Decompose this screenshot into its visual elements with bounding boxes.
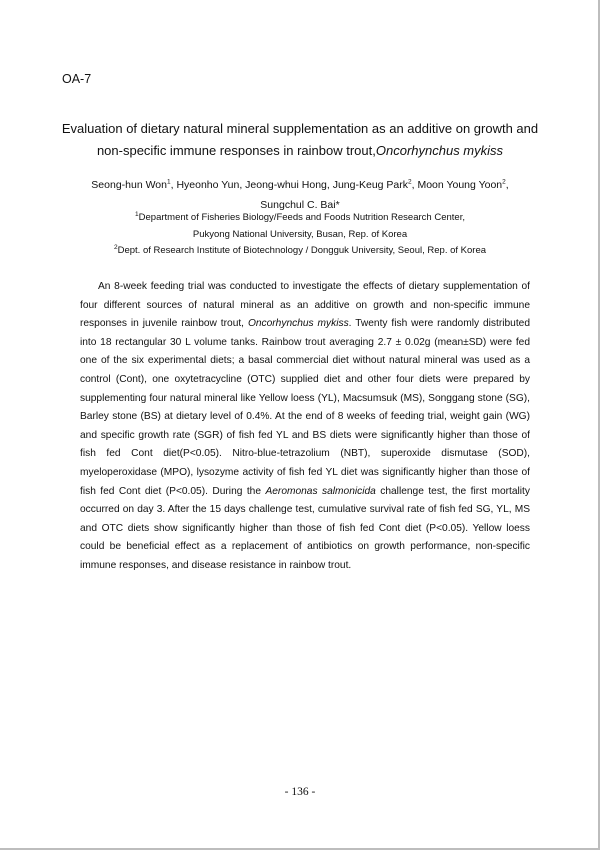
author-affiliation-mark: 2 (502, 178, 506, 186)
abstract-pathogen: Aeromonas salmonicida (265, 485, 376, 497)
affiliation-1-line-2: Pukyong National University, Busan, Rep. of Korea (192, 228, 408, 240)
author-affiliation-mark: 2 (408, 178, 412, 186)
affiliation-mark: 1 (135, 210, 139, 218)
affiliation-mark: 2 (113, 243, 118, 251)
affiliation-text: Department of Fisheries Biology/Feeds and Foods Nutrition Research Center, (138, 212, 465, 223)
title-species: Oncorhynchus mykiss (375, 143, 504, 158)
author-list (60, 175, 540, 215)
affiliation-1-line-1 (60, 210, 540, 227)
abstract-species: Oncorhynchus mykiss (247, 318, 349, 330)
author-name: , Moon Young Yoon (411, 179, 503, 191)
title-line-2-text: non-specific immune responses in rainbow trout, (96, 143, 376, 158)
affiliation-text: Dept. of Research Institute of Biotechnology / Dongguk University, Seoul, Rep. of Korea (117, 245, 487, 256)
affiliations (60, 210, 540, 260)
author-name: , Hyeonho Yun, Jeong-whui Hong, Jung-Keug Park (170, 179, 409, 191)
page-number: - 136 - (284, 786, 316, 798)
author-name: Seong-hun Won (91, 179, 167, 191)
paper-title (60, 118, 540, 162)
title-line-1: Evaluation of dietary natural mineral supplementation as an additive on growth and (61, 121, 539, 136)
author-line-2: Sungchul C. Bai* (260, 199, 340, 211)
abstract-text: An 8-week feeding trial was conducted to investigate the effects of dietary supplementation of four different sources of natural mineral as an additive on growth and non-specific immune responses in juvenile rainbow trout, (80, 281, 530, 330)
affiliation-2 (60, 243, 540, 260)
abstract-paragraph (80, 278, 530, 576)
author-separator: , (505, 179, 509, 191)
abstract-text: challenge test, the first mortality occurred on day 3. After the 15 days challenge test, cumulative survival rate of fish fed SG, YL, MS and OTC diets show significantly higher than those of fish fed Cont diet (P<0.05). Yellow loess could be beneficial effect as a replacement of antibiotics on growth performance, non-specific immune responses, and disease resistance in rainbow trout. (80, 485, 530, 571)
author-affiliation-mark: 1 (167, 178, 171, 186)
author-line-1 (60, 175, 540, 195)
abstract-text: . Twenty fish were randomly distributed into 18 rectangular 30 L volume tanks. Rainbow trout averaging 2.7 ± 0.02g (mean±SD) were fed one of the six experimental diets; a basal commercial diet without natural mineral was used as a control (Cont), one oxytetracycline (OTC) supplied diet and other four diets were prepared by supplementing four natural mineral like Yellow loess (YL), Macsumsuk (MS), Songgang stone (SG), Barley stone (BS) at dietary level of 0.4%. At the end of 8 weeks of feeding trial, weight gain (WG) and specific growth rate (SGR) of fish fed YL and BS diets were significantly higher than those of fish fed Cont diet(P<0.05). Nitro-blue-tetrazolium (NBT), superoxide dismutase (SOD), myeloperoxidase (MPO), lysozyme activity of fish fed YL diet was significantly higher than those of fish fed Cont diet (P<0.05). During the (80, 318, 530, 497)
session-code: OA-7 (62, 72, 92, 86)
title-line-2 (60, 140, 540, 162)
